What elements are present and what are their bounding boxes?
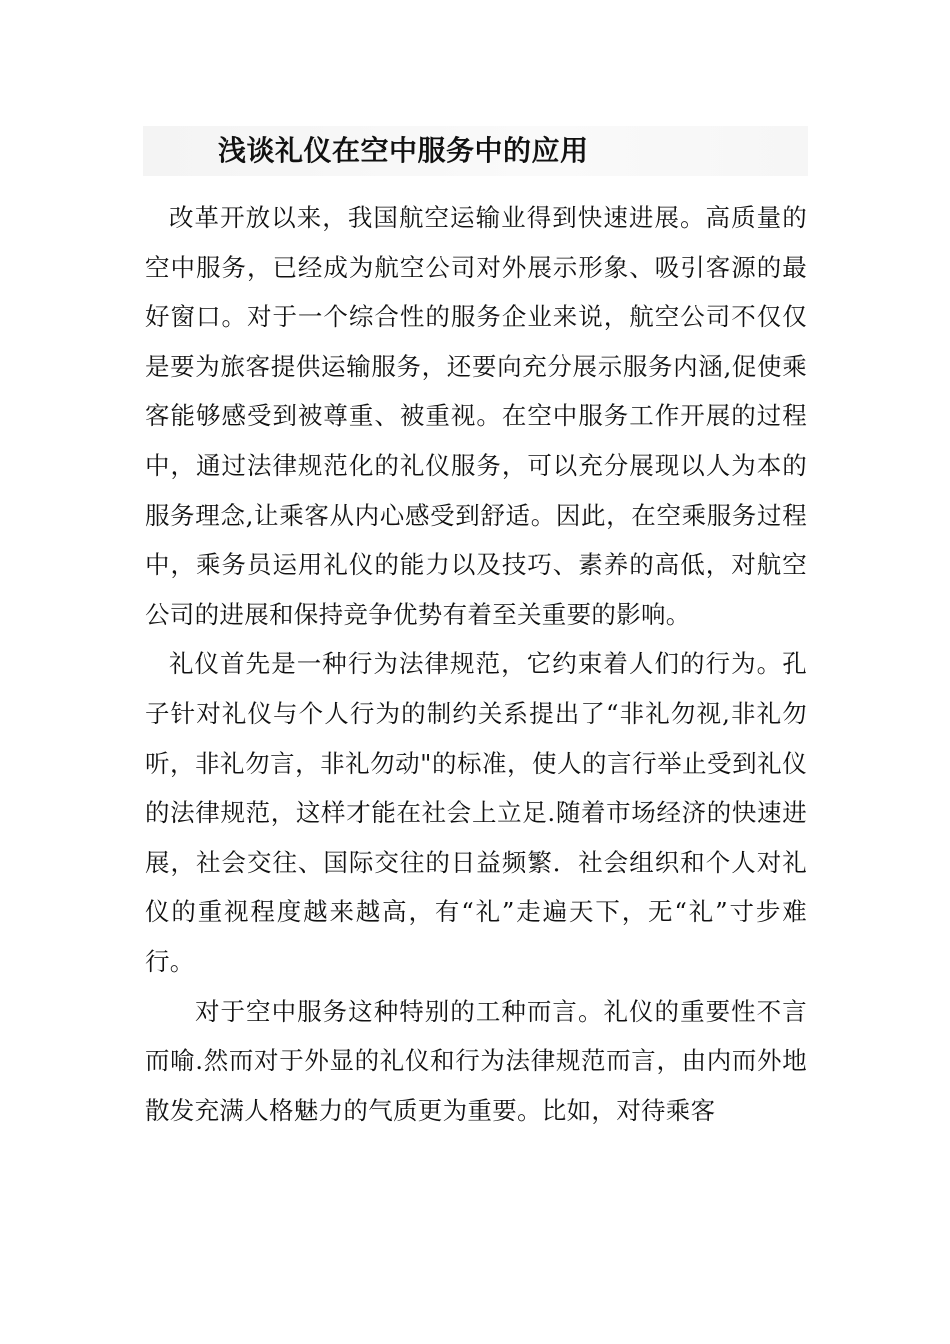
document-title: 浅谈礼仪在空中服务中的应用 [218,134,589,167]
paragraph-3: 对于空中服务这种特别的工种而言。礼仪的重要性不言而喻.然而对于外显的礼仪和行为法律规范而言，由内而外地散发充满人格魅力的气质更为重要。比如，对待乘客 [145,996,807,1125]
paragraph-2: 礼仪首先是一种行为法律规范，它约束着人们的行为。孔子针对礼仪与个人行为的制约关系提出了“非礼勿视,非礼勿听，非礼勿言，非礼勿动"的标准，使人的言行举止受到礼仪的法律规范，这样才能在社会上立足.随着市场经济的快速进展，社会交往、国际交往的日益频繁．社会组织和个人对礼仪的重视程度越来越高，有“礼”走遍天下，无“礼”寸步难行。 [145,649,807,976]
document-body [145,193,807,1135]
paragraph-1: 改革开放以来，我国航空运输业得到快速进展。高质量的空中服务，已经成为航空公司对外展示形象、吸引客源的最好窗口。对于一个综合性的服务企业来说，航空公司不仅仅是要为旅客提供运输服务，还要向充分展示服务内涵,促使乘客能够感受到被尊重、被重视。在空中服务工作开展的过程中，通过法律规范化的礼仪服务，可以充分展现以人为本的服务理念,让乘客从内心感受到舒适。因此，在空乘服务过程中，乘务员运用礼仪的能力以及技巧、素养的高低，对航空公司的进展和保持竞争优势有着至关重要的影响。 [145,203,807,629]
